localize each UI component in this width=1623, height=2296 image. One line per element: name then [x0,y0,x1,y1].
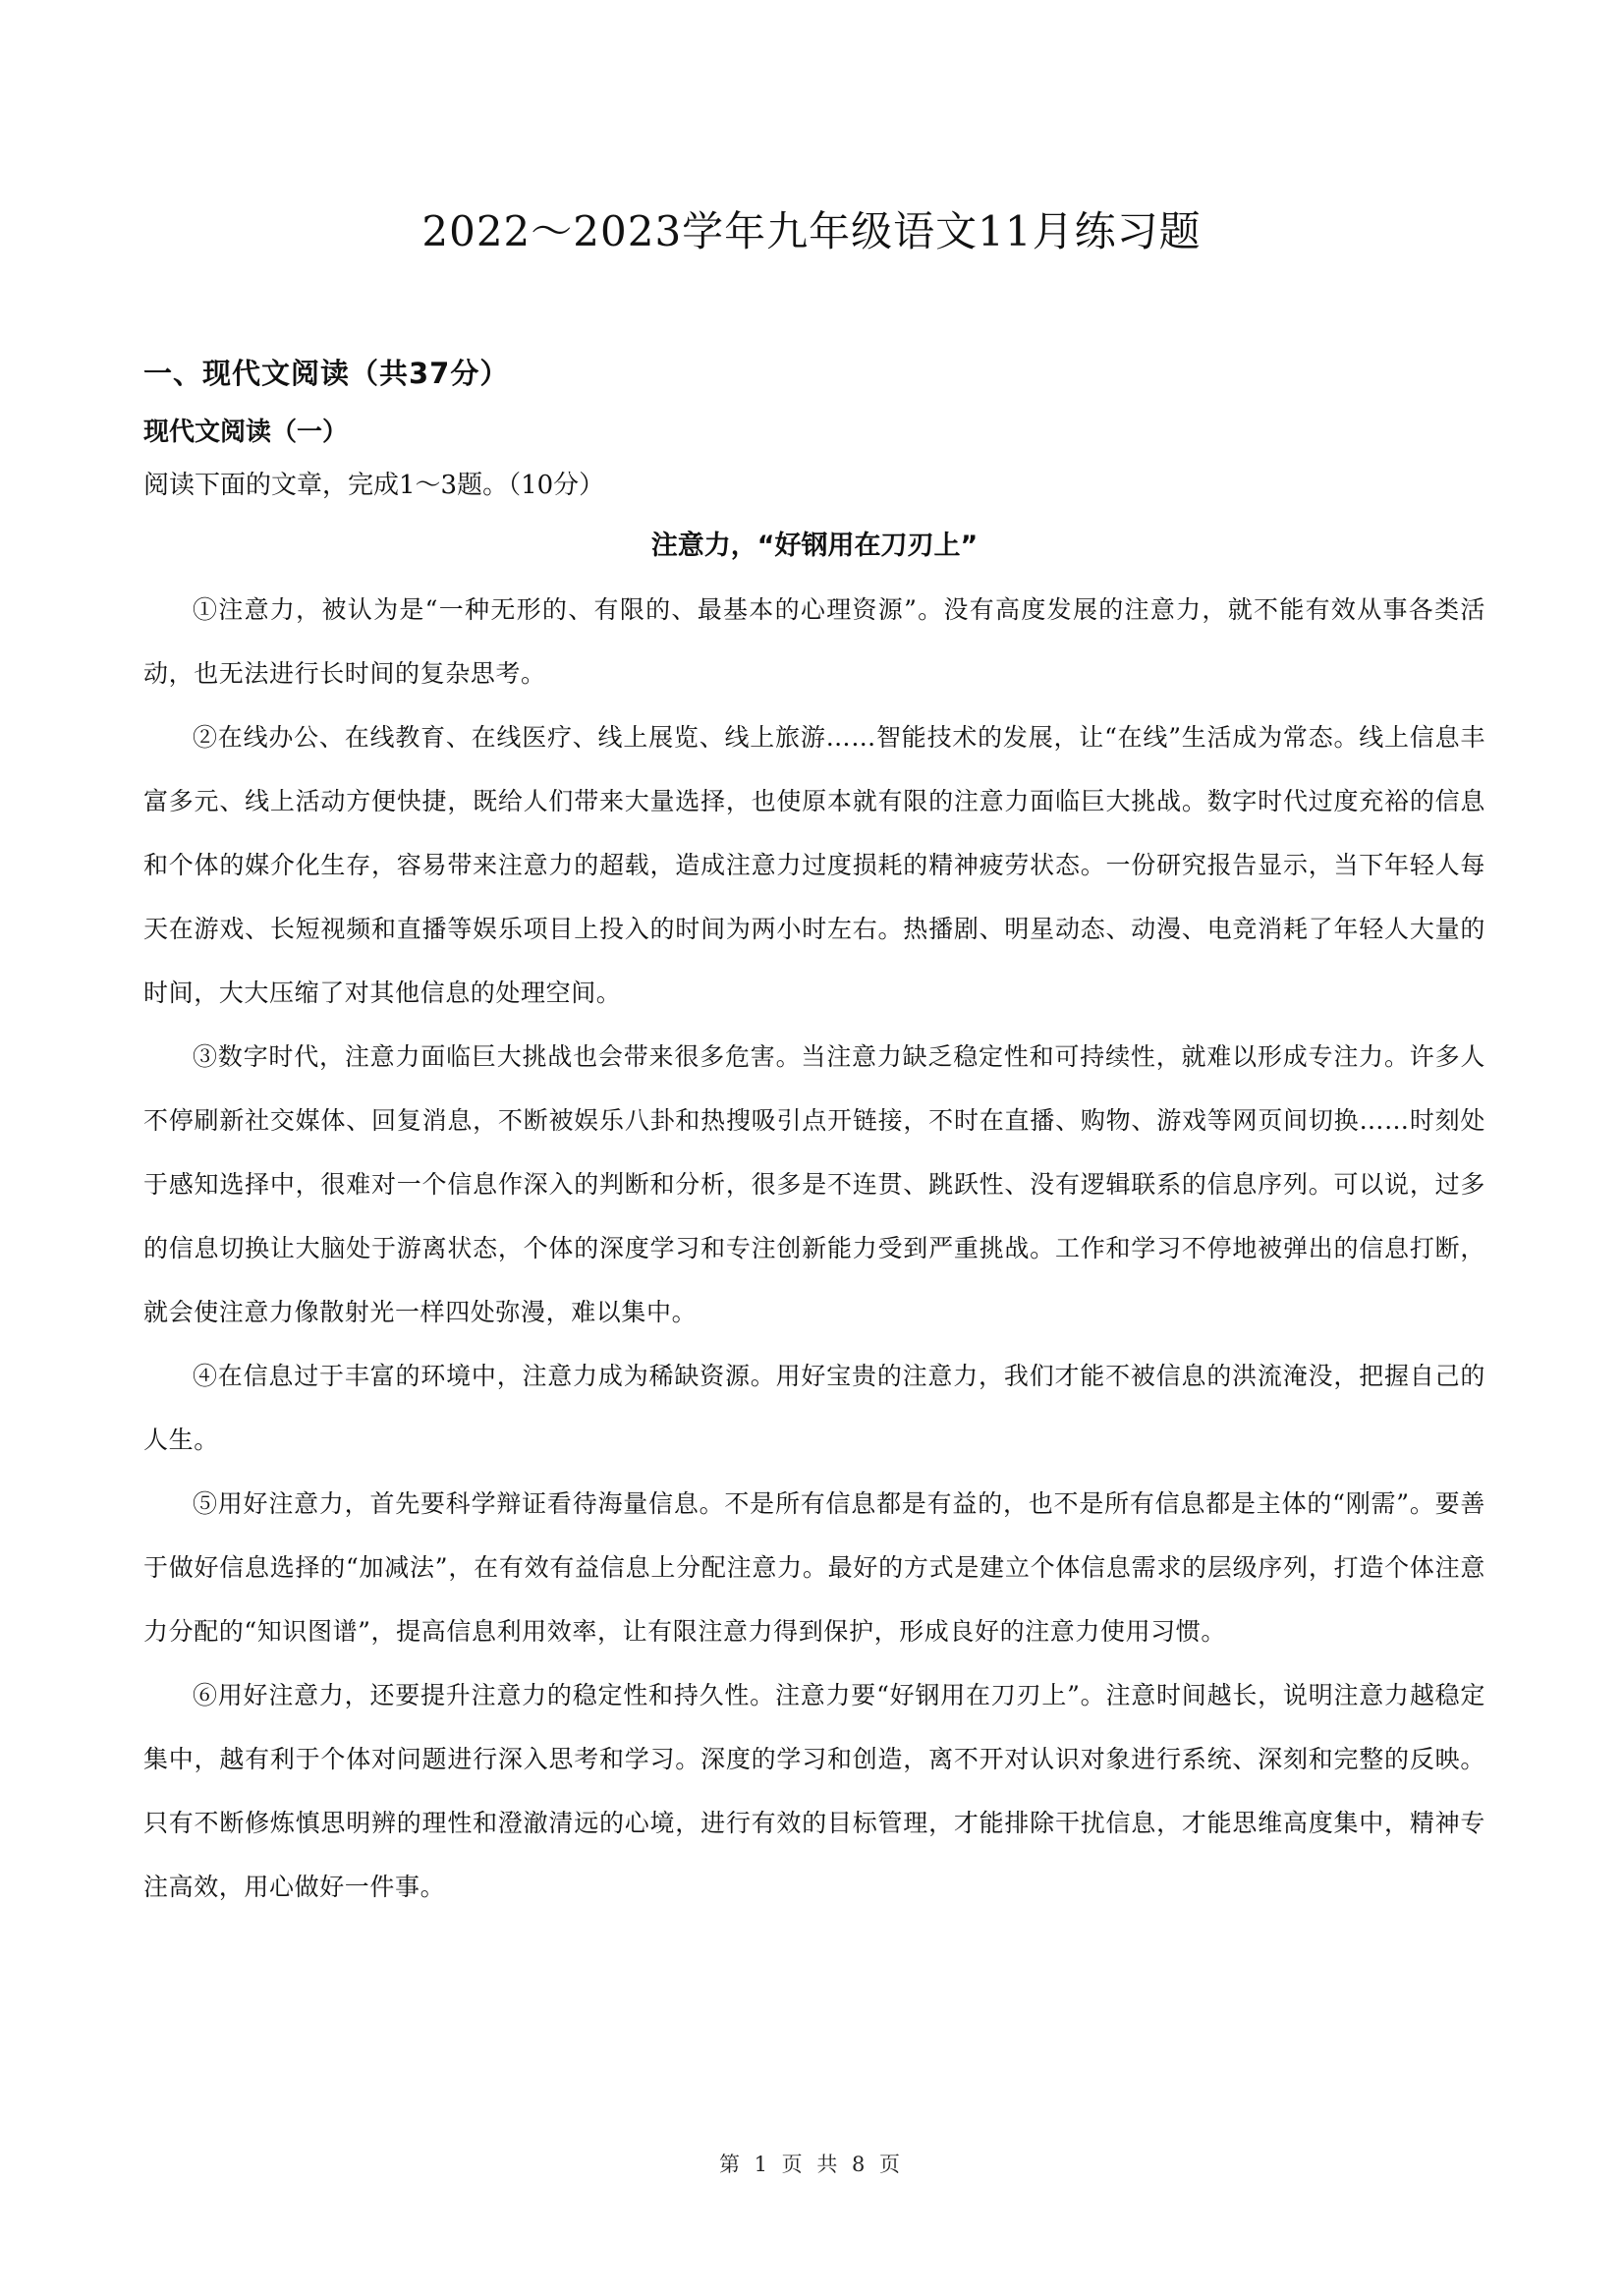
article-paragraph-4: ④在信息过于丰富的环境中，注意力成为稀缺资源。用好宝贵的注意力，我们才能不被信息的洪流淹没，把握自己的人生。 [143,1362,1485,1454]
document-title: 2022～2023学年九年级语文11月练习题 [421,207,1202,255]
sub-heading: 现代文阅读（一） [143,418,349,447]
article-paragraph-1: ①注意力，被认为是“一种无形的、有限的、最基本的心理资源”。没有高度发展的注意力，就不能有效从事各类活动，也无法进行长时间的复杂思考。 [143,595,1485,688]
article-paragraph-2: ②在线办公、在线教育、在线医疗、线上展览、线上旅游……智能技术的发展，让“在线”生活成为常态。线上信息丰富多元、线上活动方便快捷，既给人们带来大量选择，也使原本就有限的注意力面临巨大挑战。数字时代过度充裕的信息和个体的媒介化生存，容易带来注意力的超载，造成注意力过度损耗的精神疲劳状态。一份研究报告显示，当下年轻人每天在游戏、长短视频和直播等娱乐项目上投入的时间为两小时左右。热播剧、明星动态、动漫、电竞消耗了年轻人大量的时间，大大压缩了对其他信息的处理空间。 [143,723,1485,1007]
article-paragraph-3: ③数字时代，注意力面临巨大挑战也会带来很多危害。当注意力缺乏稳定性和可持续性，就难以形成专注力。许多人不停刷新社交媒体、回复消息，不断被娱乐八卦和热搜吸引点开链接，不时在直播、购物、游戏等网页间切换……时刻处于感知选择中，很难对一个信息作深入的判断和分析，很多是不连贯、跳跃性、没有逻辑联系的信息序列。可以说，过多的信息切换让大脑处于游离状态，个体的深度学习和专注创新能力受到严重挑战。工作和学习不停地被弹出的信息打断，就会使注意力像散射光一样四处弥漫，难以集中。 [143,1042,1485,1326]
article-title: 注意力，“好钢用在刀刃上” [650,531,979,561]
article-paragraph-6: ⑥用好注意力，还要提升注意力的稳定性和持久性。注意力要“好钢用在刀刃上”。注意时间越长，说明注意力越稳定集中，越有利于个体对问题进行深入思考和学习。深度的学习和创造，离不开对认识对象进行系统、深刻和完整的反映。只有不断修炼慎思明辨的理性和澄澈清远的心境，进行有效的目标管理，才能排除干扰信息，才能思维高度集中，精神专注高效，用心做好一件事。 [143,1681,1485,1901]
article-paragraph-5: ⑤用好注意力，首先要科学辩证看待海量信息。不是所有信息都是有益的，也不是所有信息都是主体的“刚需”。要善于做好信息选择的“加减法”，在有效有益信息上分配注意力。最好的方式是建立个体信息需求的层级序列，打造个体注意力分配的“知识图谱”，提高信息利用效率，让有限注意力得到保护，形成良好的注意力使用习惯。 [143,1489,1486,1646]
main-content [143,346,1485,1919]
page-number: 第 1 页 共 8 页 [718,2153,905,2176]
section-heading: 一、现代文阅读（共37分） [143,357,510,390]
reading-instruction: 阅读下面的文章，完成1～3题。（10分） [143,471,605,500]
